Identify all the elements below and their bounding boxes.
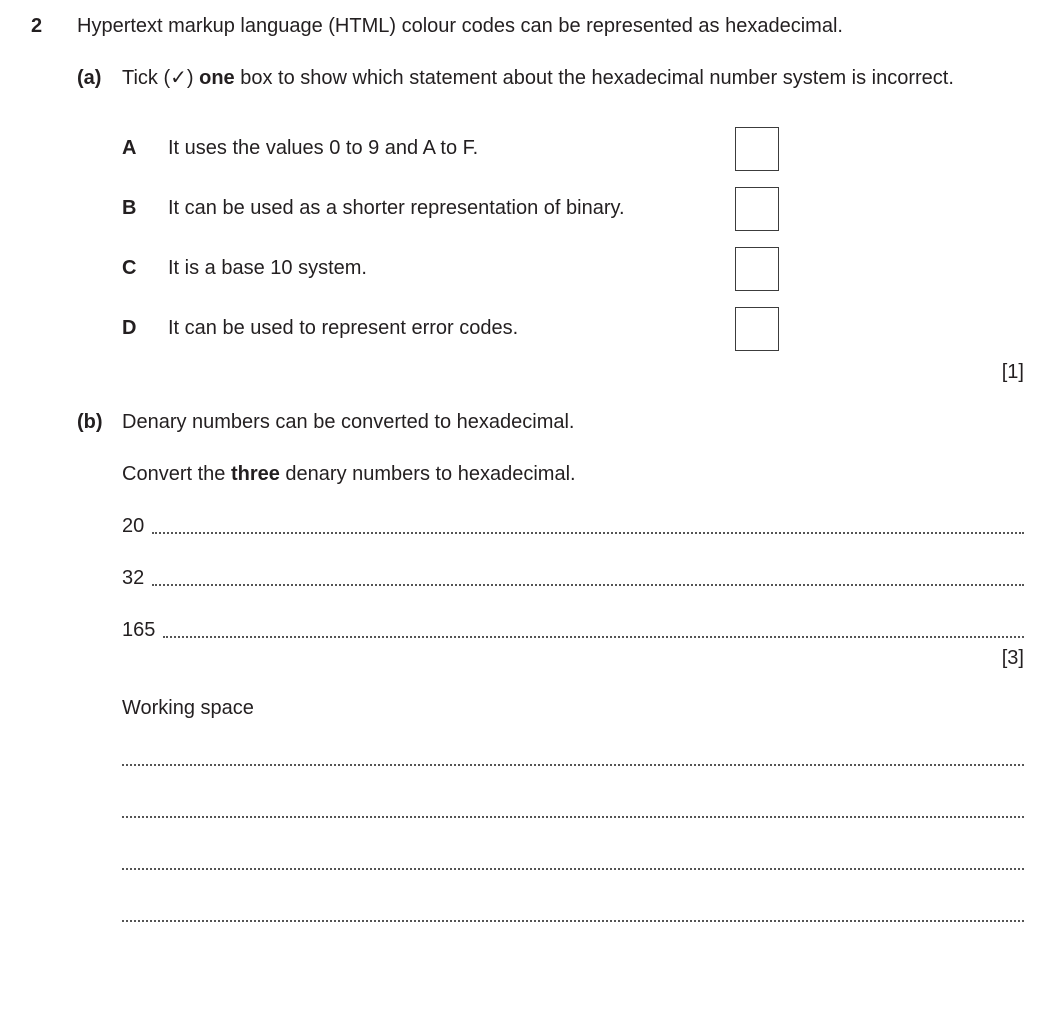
working-line-3[interactable]	[122, 868, 1024, 870]
question-stem: Hypertext markup language (HTML) colour codes can be represented as hexadecimal.	[77, 15, 843, 37]
part-a-instruction	[122, 66, 954, 90]
part-b-instruction-pre: Convert the	[122, 463, 231, 485]
answer-row-165	[122, 616, 1024, 642]
working-space-label: Working space	[122, 697, 254, 719]
part-a-instruction-post: box to show which statement about the hexadecimal number system is incorrect.	[234, 67, 954, 89]
option-d-tickbox[interactable]	[735, 307, 779, 351]
option-c-text: It is a base 10 system.	[168, 257, 367, 279]
part-b-instruction-bold: three	[230, 463, 280, 485]
part-b-instruction	[122, 462, 576, 486]
part-a-instruction-pre: Tick (✓)	[122, 67, 200, 89]
working-line-4[interactable]	[122, 920, 1024, 922]
option-c-letter: C	[122, 257, 137, 279]
denary-number-165: 165	[122, 619, 156, 641]
denary-number-20: 20	[122, 515, 145, 537]
answer-row-32	[122, 564, 1024, 590]
answer-line-20[interactable]	[152, 532, 1024, 534]
answer-row-20	[122, 512, 1024, 538]
part-b-text: Denary numbers can be converted to hexadecimal.	[122, 411, 575, 433]
part-a-instruction-bold: one	[199, 67, 235, 89]
option-d-text: It can be used to represent error codes.	[168, 317, 519, 339]
option-b-tickbox[interactable]	[735, 187, 779, 231]
answer-line-32[interactable]	[152, 584, 1024, 586]
option-b-letter: B	[122, 197, 137, 219]
option-d-letter: D	[122, 317, 137, 339]
part-b-label: (b)	[77, 411, 103, 433]
part-a-marks: [1]	[1001, 361, 1024, 383]
option-a-tickbox[interactable]	[735, 127, 779, 171]
option-a-letter: A	[122, 137, 137, 159]
part-b-instruction-post: denary numbers to hexadecimal.	[279, 463, 576, 485]
answer-line-165[interactable]	[163, 636, 1024, 638]
option-b-text: It can be used as a shorter representation of binary.	[168, 197, 625, 219]
working-line-1[interactable]	[122, 764, 1024, 766]
part-a-label: (a)	[77, 67, 102, 89]
working-line-2[interactable]	[122, 816, 1024, 818]
option-a-text: It uses the values 0 to 9 and A to F.	[168, 137, 479, 159]
option-c-tickbox[interactable]	[735, 247, 779, 291]
denary-number-32: 32	[122, 567, 145, 589]
question-number: 2	[31, 15, 43, 37]
part-b-marks: [3]	[1001, 647, 1024, 669]
